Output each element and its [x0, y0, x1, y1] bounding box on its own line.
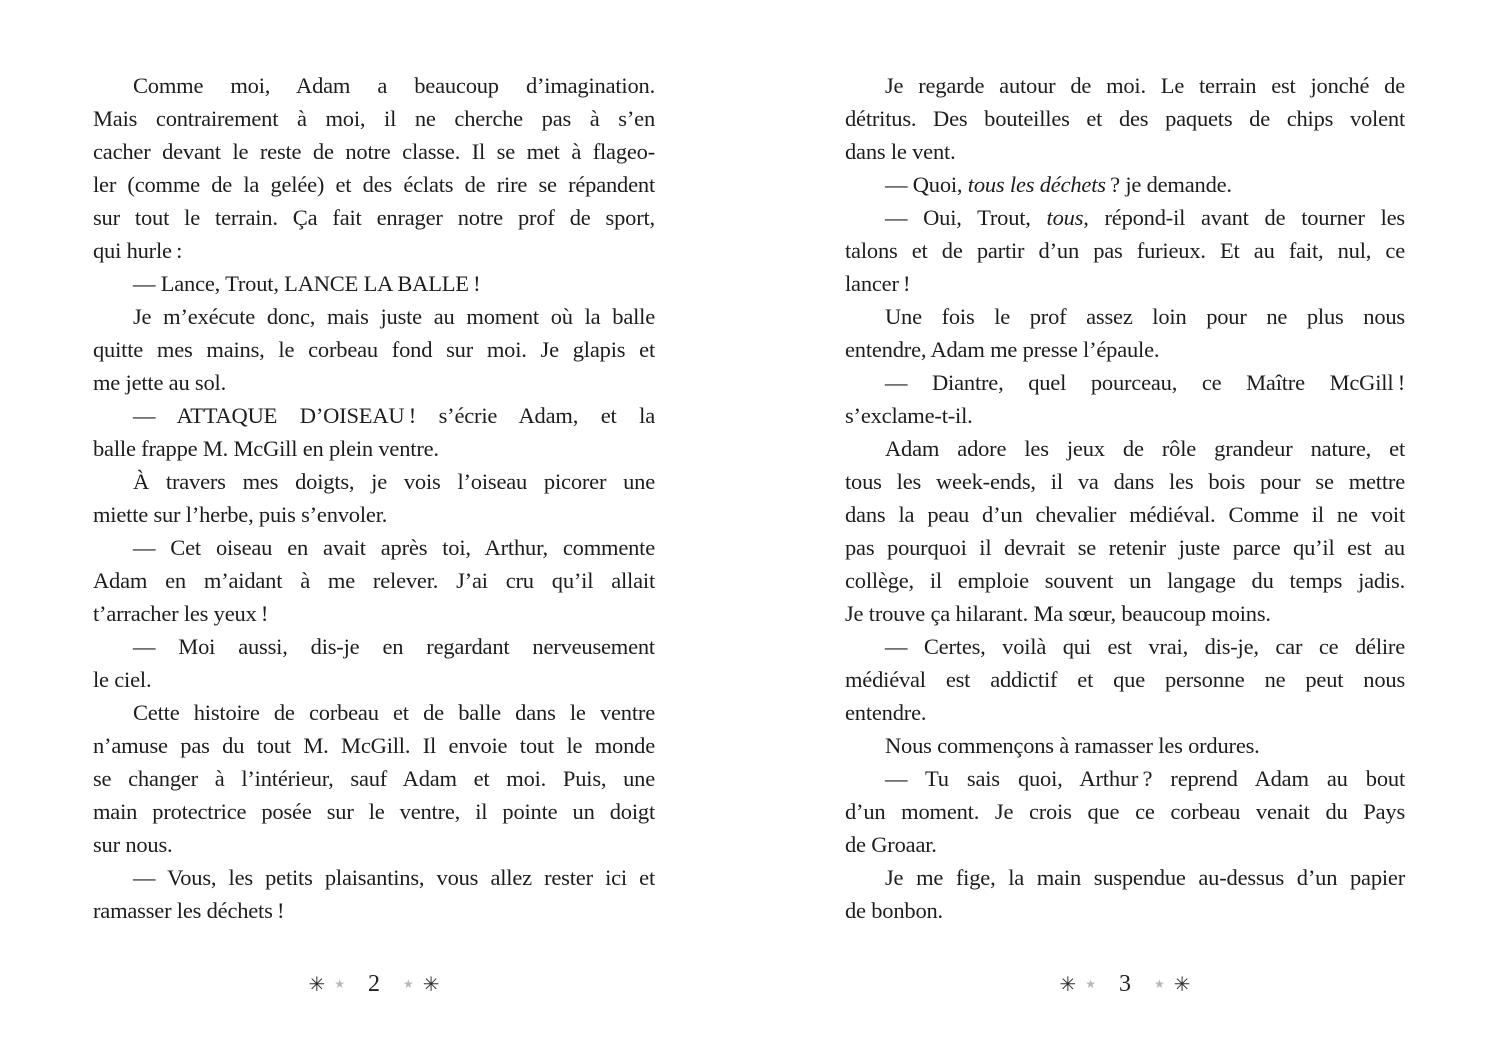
- text-line: [93, 69, 655, 102]
- text-line: [93, 399, 655, 432]
- text-line: [845, 102, 1405, 135]
- text-line: [845, 267, 1405, 300]
- text-line: [93, 135, 655, 168]
- text-line: [93, 663, 655, 696]
- text-segment: Une fois le prof assez loin pour ne plus nous: [885, 304, 1405, 329]
- text-segment: — Oui, Trout,: [885, 205, 1047, 230]
- text-segment: — Diantre, quel pourceau, ce Maître McGill !: [885, 370, 1405, 395]
- text-segment: cacher devant le reste de notre classe. Il se met à flageo-: [93, 139, 655, 164]
- text-line: [845, 234, 1405, 267]
- text-segment: — Lance, Trout, LANCE LA BALLE !: [133, 271, 481, 296]
- text-segment: Je m’exécute donc, mais juste au moment où la balle: [133, 304, 655, 329]
- text-segment: de Groaar.: [845, 832, 937, 857]
- text-line: [845, 432, 1405, 465]
- page-number: 3: [1119, 971, 1131, 997]
- text-line: [845, 399, 1405, 432]
- italic-text: tous les déchets: [967, 172, 1106, 197]
- text-line: [845, 795, 1405, 828]
- text-line: [845, 564, 1405, 597]
- text-line: [845, 663, 1405, 696]
- text-segment: ? je demande.: [1105, 172, 1232, 197]
- text-segment: — ATTAQUE D’OISEAU ! s’écrie Adam, et la: [133, 403, 655, 428]
- text-segment: me jette au sol.: [93, 370, 227, 395]
- text-line: [93, 597, 655, 630]
- page-right-text-column: [845, 69, 1405, 927]
- page-footer-right: [845, 969, 1405, 999]
- text-line: [93, 828, 655, 861]
- text-line: [845, 762, 1405, 795]
- text-line: [93, 531, 655, 564]
- text-line: [93, 630, 655, 663]
- text-segment: , répond-il avant de tourner les: [1083, 205, 1405, 230]
- text-segment: qui hurle :: [93, 238, 183, 263]
- asterisk-ornament: ✳: [1059, 972, 1077, 996]
- asterisk-ornament: ✳: [1173, 972, 1191, 996]
- text-line: [93, 465, 655, 498]
- text-line: [93, 300, 655, 333]
- text-segment: n’amuse pas du tout M. McGill. Il envoie tout le monde: [93, 733, 655, 758]
- text-line: [845, 828, 1405, 861]
- text-line: [93, 498, 655, 531]
- text-segment: t’arracher les yeux !: [93, 601, 269, 626]
- text-segment: s’exclame-t-il.: [845, 403, 973, 428]
- text-segment: entendre.: [845, 700, 927, 725]
- page-footer-left: [93, 969, 655, 999]
- text-segment: ler (comme de la gelée) et des éclats de rire se répandent: [93, 172, 655, 197]
- text-line: [845, 333, 1405, 366]
- text-line: [93, 234, 655, 267]
- text-line: [845, 366, 1405, 399]
- text-segment: Comme moi, Adam a beaucoup d’imagination.: [133, 73, 655, 98]
- text-segment: — Vous, les petits plaisantins, vous allez rester ici et: [133, 865, 655, 890]
- text-line: [93, 432, 655, 465]
- text-segment: lancer !: [845, 271, 911, 296]
- text-segment: se changer à l’intérieur, sauf Adam et moi. Puis, une: [93, 766, 655, 791]
- text-line: [845, 168, 1405, 201]
- text-segment: balle frappe M. McGill en plein ventre.: [93, 436, 439, 461]
- text-segment: — Certes, voilà qui est vrai, dis-je, car ce délire: [885, 634, 1405, 659]
- asterisk-ornament: ✳: [308, 972, 326, 996]
- text-line: [845, 135, 1405, 168]
- italic-text: tous: [1046, 205, 1084, 230]
- text-segment: À travers mes doigts, je vois l’oiseau picorer une: [133, 469, 655, 494]
- text-segment: Nous commençons à ramasser les ordures.: [885, 733, 1260, 758]
- text-segment: le ciel.: [93, 667, 152, 692]
- text-segment: Je regarde autour de moi. Le terrain est jonché de: [885, 73, 1405, 98]
- text-segment: sur nous.: [93, 832, 173, 857]
- text-segment: collège, il emploie souvent un langage du temps jadis.: [845, 568, 1405, 593]
- text-line: [845, 69, 1405, 102]
- text-line: [845, 729, 1405, 762]
- text-line: [93, 168, 655, 201]
- text-segment: miette sur l’herbe, puis s’envoler.: [93, 502, 388, 527]
- text-segment: — Quoi,: [885, 172, 968, 197]
- asterisk-ornament: ✳: [422, 972, 440, 996]
- text-line: [93, 564, 655, 597]
- text-segment: — Tu sais quoi, Arthur ? reprend Adam au bout: [885, 766, 1405, 791]
- text-segment: Je trouve ça hilarant. Ma sœur, beaucoup moins.: [845, 601, 1271, 626]
- text-segment: Je me fige, la main suspendue au-dessus d’un papier: [885, 865, 1405, 890]
- text-segment: de bonbon.: [845, 898, 943, 923]
- text-segment: dans la peau d’un chevalier médiéval. Comme il ne voit: [845, 502, 1405, 527]
- text-segment: ramasser les déchets !: [93, 898, 285, 923]
- star-ornament: ★: [403, 977, 414, 991]
- text-line: [93, 102, 655, 135]
- text-segment: pas pourquoi il devrait se retenir juste parce qu’il est au: [845, 535, 1405, 560]
- text-segment: quitte mes mains, le corbeau fond sur moi. Je glapis et: [93, 337, 655, 362]
- star-ornament: ★: [1085, 977, 1096, 991]
- text-line: [845, 630, 1405, 663]
- text-line: [93, 762, 655, 795]
- text-line: [93, 696, 655, 729]
- text-segment: entendre, Adam me presse l’épaule.: [845, 337, 1160, 362]
- page-left-text-column: [93, 69, 655, 927]
- text-segment: d’un moment. Je crois que ce corbeau venait du Pays: [845, 799, 1405, 824]
- text-line: [93, 333, 655, 366]
- text-segment: main protectrice posée sur le ventre, il pointe un doigt: [93, 799, 655, 824]
- text-segment: talons et de partir d’un pas furieux. Et au fait, nul, ce: [845, 238, 1405, 263]
- text-segment: Adam adore les jeux de rôle grandeur nature, et: [885, 436, 1405, 461]
- text-segment: Cette histoire de corbeau et de balle dans le ventre: [133, 700, 655, 725]
- text-line: [93, 894, 655, 927]
- text-line: [845, 300, 1405, 333]
- text-segment: détritus. Des bouteilles et des paquets de chips volent: [845, 106, 1405, 131]
- text-line: [93, 861, 655, 894]
- text-segment: Mais contrairement à moi, il ne cherche pas à s’en: [93, 106, 655, 131]
- text-line: [845, 465, 1405, 498]
- text-segment: — Moi aussi, dis-je en regardant nerveusement: [133, 634, 655, 659]
- text-segment: sur tout le terrain. Ça fait enrager notre prof de sport,: [93, 205, 655, 230]
- text-line: [845, 894, 1405, 927]
- text-line: [845, 861, 1405, 894]
- text-line: [93, 795, 655, 828]
- text-line: [845, 201, 1405, 234]
- text-line: [93, 729, 655, 762]
- text-segment: — Cet oiseau en avait après toi, Arthur, commente: [133, 535, 655, 560]
- text-segment: tous les week-ends, il va dans les bois pour se mettre: [845, 469, 1405, 494]
- text-line: [845, 498, 1405, 531]
- text-segment: dans le vent.: [845, 139, 956, 164]
- text-line: [845, 597, 1405, 630]
- text-line: [845, 531, 1405, 564]
- page-number: 2: [368, 971, 380, 997]
- text-line: [93, 267, 655, 300]
- text-line: [93, 201, 655, 234]
- star-ornament: ★: [334, 977, 345, 991]
- text-line: [93, 366, 655, 399]
- star-ornament: ★: [1154, 977, 1165, 991]
- text-segment: médiéval est addictif et que personne ne peut nous: [845, 667, 1405, 692]
- text-segment: Adam en m’aidant à me relever. J’ai cru qu’il allait: [93, 568, 655, 593]
- text-line: [845, 696, 1405, 729]
